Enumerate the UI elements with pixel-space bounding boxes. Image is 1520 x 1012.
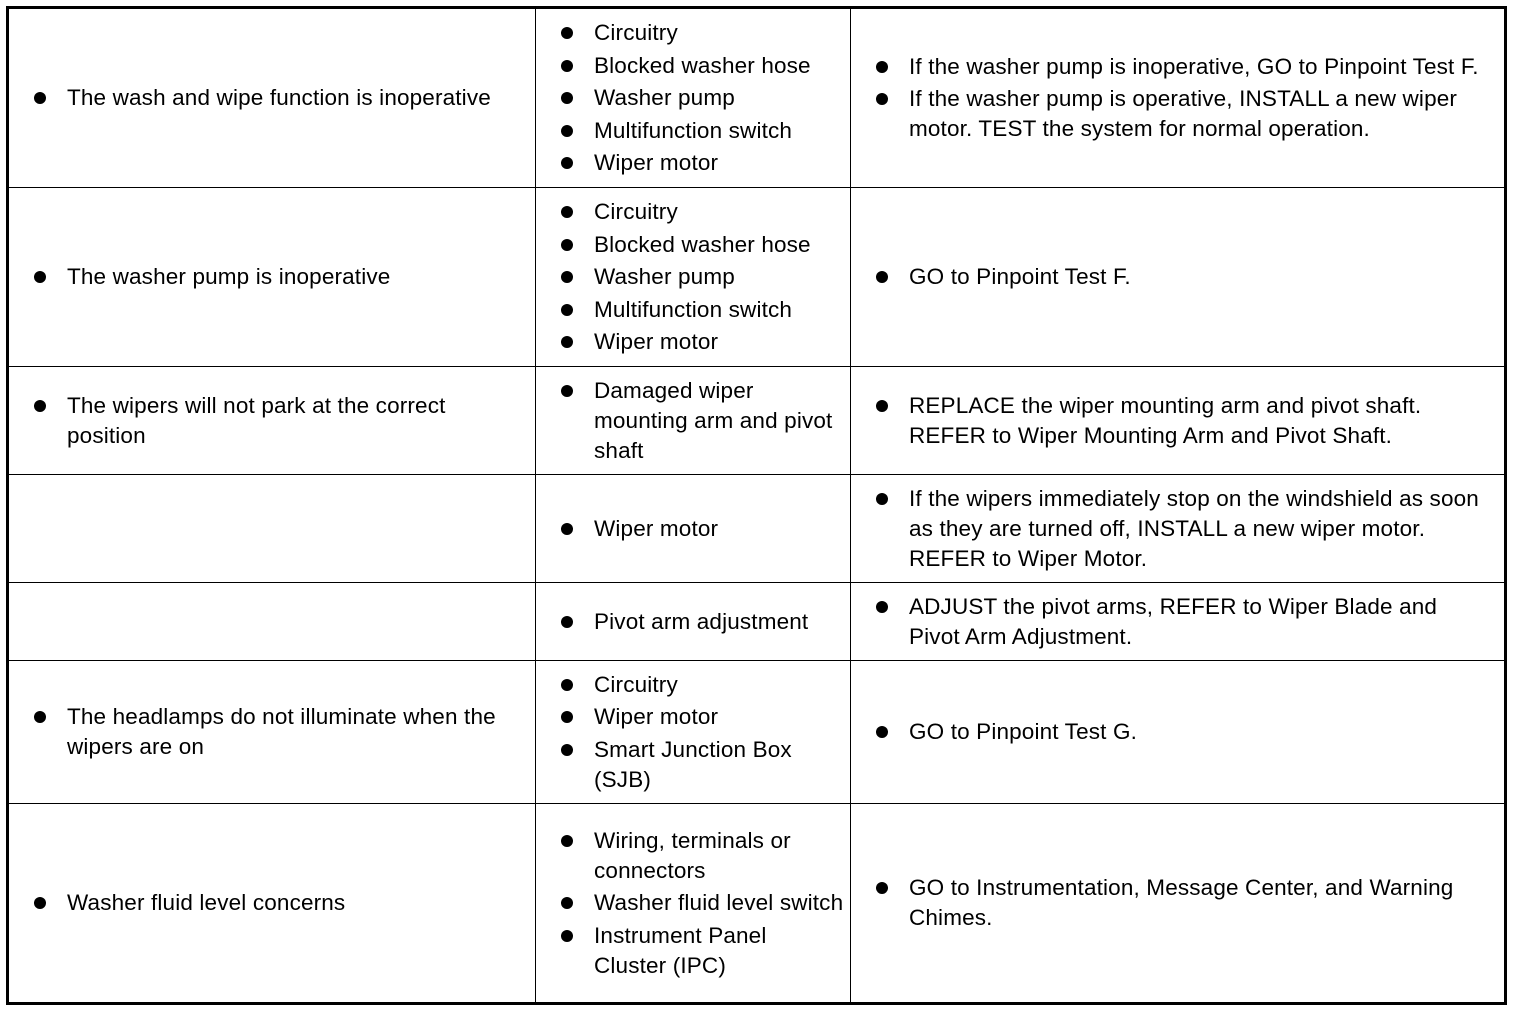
list-item bbox=[34, 702, 515, 762]
source-text: Wiper motor bbox=[594, 704, 719, 729]
condition-text: The headlamps do not illuminate when the wipers are on bbox=[67, 704, 496, 759]
condition-cell bbox=[9, 9, 536, 187]
bullet-icon bbox=[876, 493, 888, 505]
list-item bbox=[561, 670, 844, 700]
list-item bbox=[876, 873, 1494, 933]
list-item bbox=[34, 391, 515, 451]
bullet-icon bbox=[876, 882, 888, 894]
source-text: Instrument Panel Cluster (IPC) bbox=[594, 922, 767, 978]
action-text: If the wipers immediately stop on the windshield as soon as they are turned off, INSTALL a new wiper motor. REFER to Wiper Motor. bbox=[909, 485, 1479, 571]
list-item bbox=[34, 83, 515, 113]
source-text: Multifunction switch bbox=[594, 296, 793, 322]
bullet-icon bbox=[561, 125, 573, 137]
bullet-icon bbox=[561, 897, 573, 909]
bullet-icon bbox=[876, 601, 888, 613]
list-item bbox=[876, 52, 1494, 82]
list-item bbox=[876, 262, 1494, 292]
source-text: Wiper motor bbox=[594, 150, 719, 175]
condition-text: The wash and wipe function is inoperative bbox=[67, 85, 491, 110]
condition-text: Washer fluid level concerns bbox=[67, 890, 346, 915]
bullet-icon bbox=[561, 679, 573, 691]
bullet-icon bbox=[561, 711, 573, 723]
table-row bbox=[9, 367, 1504, 475]
action-cell bbox=[851, 804, 1504, 1002]
condition-text: The washer pump is inoperative bbox=[67, 264, 391, 289]
list-item bbox=[561, 148, 844, 178]
bullet-icon bbox=[34, 400, 46, 412]
action-cell bbox=[851, 367, 1504, 474]
condition-cell bbox=[9, 188, 536, 366]
list-item bbox=[34, 262, 515, 292]
source-cell bbox=[536, 9, 851, 187]
source-text: Circuitry bbox=[594, 671, 678, 697]
bullet-icon bbox=[34, 271, 46, 283]
source-text: Multifunction switch bbox=[594, 117, 793, 143]
list-item bbox=[561, 83, 844, 113]
bullet-icon bbox=[876, 93, 888, 105]
bullet-icon bbox=[561, 60, 573, 72]
list-item bbox=[561, 514, 844, 544]
bullet-icon bbox=[561, 930, 573, 942]
bullet-icon bbox=[561, 206, 573, 218]
action-cell bbox=[851, 661, 1504, 803]
source-text: Smart Junction Box (SJB) bbox=[594, 736, 792, 792]
source-text: Washer pump bbox=[594, 85, 735, 110]
bullet-icon bbox=[876, 400, 888, 412]
action-cell bbox=[851, 9, 1504, 187]
list-item bbox=[34, 888, 515, 918]
bullet-icon bbox=[561, 523, 573, 535]
bullet-icon bbox=[561, 239, 573, 251]
bullet-icon bbox=[561, 385, 573, 397]
bullet-icon bbox=[561, 27, 573, 39]
action-cell bbox=[851, 475, 1504, 582]
list-item bbox=[561, 51, 844, 81]
bullet-icon bbox=[561, 157, 573, 169]
source-text: Pivot arm adjustment bbox=[594, 608, 809, 634]
table-row bbox=[9, 804, 1504, 1002]
source-text: Circuitry bbox=[594, 20, 678, 45]
action-text: If the washer pump is inoperative, GO to Pinpoint Test F. bbox=[909, 53, 1479, 79]
list-item bbox=[561, 702, 844, 732]
list-item bbox=[876, 84, 1494, 144]
source-cell bbox=[536, 367, 851, 474]
bullet-icon bbox=[34, 711, 46, 723]
table-row bbox=[9, 188, 1504, 367]
bullet-icon bbox=[561, 304, 573, 316]
list-item bbox=[876, 391, 1494, 451]
table-row bbox=[9, 661, 1504, 804]
bullet-icon bbox=[561, 92, 573, 104]
bullet-icon bbox=[561, 616, 573, 628]
bullet-icon bbox=[876, 726, 888, 738]
source-text: Washer fluid level switch bbox=[594, 890, 844, 915]
action-text: ADJUST the pivot arms, REFER to Wiper Blade and Pivot Arm Adjustment. bbox=[909, 593, 1438, 649]
source-text: Blocked washer hose bbox=[594, 231, 811, 257]
bullet-icon bbox=[561, 835, 573, 847]
bullet-icon bbox=[876, 61, 888, 73]
list-item bbox=[561, 230, 844, 260]
table-row bbox=[9, 9, 1504, 188]
condition-cell bbox=[9, 583, 536, 660]
list-item bbox=[561, 295, 844, 325]
action-text: GO to Instrumentation, Message Center, and Warning Chimes. bbox=[909, 875, 1454, 930]
source-text: Circuitry bbox=[594, 199, 678, 224]
bullet-icon bbox=[561, 271, 573, 283]
bullet-icon bbox=[34, 92, 46, 104]
list-item bbox=[561, 921, 844, 981]
action-cell bbox=[851, 583, 1504, 660]
bullet-icon bbox=[876, 271, 888, 283]
list-item bbox=[561, 262, 844, 292]
bullet-icon bbox=[561, 744, 573, 756]
source-text: Wiper motor bbox=[594, 515, 719, 541]
source-text: Wiper motor bbox=[594, 329, 719, 354]
source-text: Blocked washer hose bbox=[594, 52, 811, 78]
table-row bbox=[9, 475, 1504, 583]
list-item bbox=[561, 826, 844, 886]
list-item bbox=[561, 327, 844, 357]
source-text: Damaged wiper mounting arm and pivot shaft bbox=[594, 377, 833, 463]
action-text: GO to Pinpoint Test G. bbox=[909, 719, 1137, 744]
list-item bbox=[876, 717, 1494, 747]
condition-cell bbox=[9, 804, 536, 1002]
action-text: If the washer pump is operative, INSTALL a new wiper motor. TEST the system for normal operation. bbox=[909, 86, 1458, 142]
source-text: Wiring, terminals or connectors bbox=[594, 827, 791, 883]
source-cell bbox=[536, 661, 851, 803]
action-cell bbox=[851, 188, 1504, 366]
source-cell bbox=[536, 475, 851, 582]
list-item bbox=[561, 18, 844, 48]
list-item bbox=[561, 607, 844, 637]
bullet-icon bbox=[34, 897, 46, 909]
source-cell bbox=[536, 188, 851, 366]
list-item bbox=[876, 484, 1494, 574]
source-cell bbox=[536, 583, 851, 660]
list-item bbox=[876, 592, 1494, 652]
action-text: REPLACE the wiper mounting arm and pivot shaft. REFER to Wiper Mounting Arm and Pivot Shaft. bbox=[909, 392, 1422, 448]
list-item bbox=[561, 116, 844, 146]
condition-cell bbox=[9, 367, 536, 474]
symptom-chart-table bbox=[6, 6, 1507, 1005]
condition-cell bbox=[9, 661, 536, 803]
list-item bbox=[561, 888, 844, 918]
list-item bbox=[561, 735, 844, 795]
bullet-icon bbox=[561, 336, 573, 348]
table-row bbox=[9, 583, 1504, 661]
list-item bbox=[561, 197, 844, 227]
condition-cell bbox=[9, 475, 536, 582]
list-item bbox=[561, 376, 844, 466]
source-cell bbox=[536, 804, 851, 1002]
action-text: GO to Pinpoint Test F. bbox=[909, 264, 1131, 289]
source-text: Washer pump bbox=[594, 264, 735, 289]
condition-text: The wipers will not park at the correct position bbox=[67, 392, 446, 448]
